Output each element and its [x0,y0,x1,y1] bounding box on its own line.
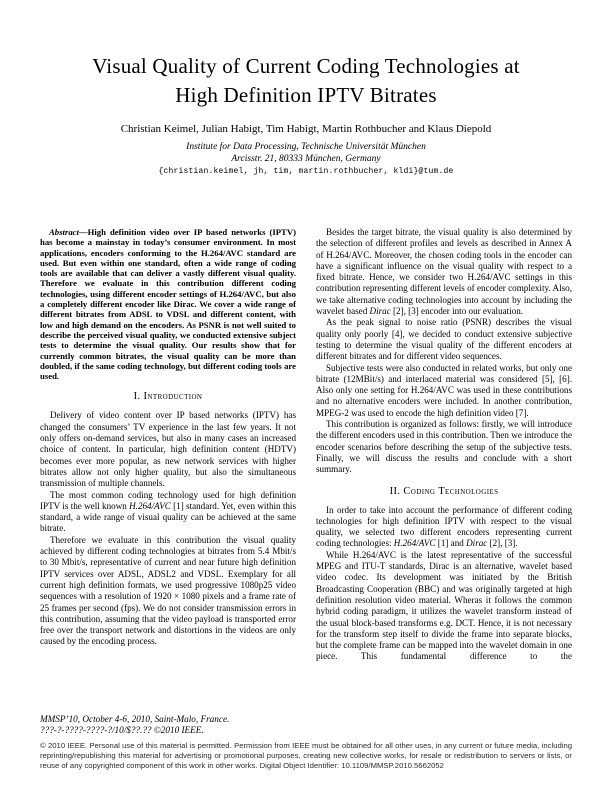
right-paragraph-2: As the peak signal to noise ratio (PSNR) describes the visual quality only poorly [4], we decided to conduct extensive subjective testing to determine the visual quality of the different encoders at different bitrates and for different video sequences. [316,317,572,362]
paragraph-text: Besides the target bitrate, the visual quality is also determined by the selection of different profiles and levels as described in Annex A of H.264/AVC. Moreover, the chosen coding tools in the encoder can have a significant influence on the visual quality with respect to a fixed bitrate. Hence, we consider two H.264/AVC settings in this contribution representing different levels of encoder complexity. Also, we take alternative coding technologies into account by including the wavelet based [316,227,572,317]
paragraph-text: In order to take into account the performance of different coding technologies for high definition IPTV with respect to the visual quality, we selected two different encoders representing current coding technologies: [316,504,572,549]
paper-title [40,52,572,110]
paragraph-text: [1] standard. Yet, even within this standard, a wide range of visual quality can be achieved at the same bitrate. [40,500,296,534]
paragraph-text: [1] and [435,538,467,549]
affiliation-line: Institute for Data Processing, Technische Universität München [186,142,426,152]
intro-paragraph-3: Therefore we evaluate in this contribution the visual quality achieved by different coding technologies at bitrates from 5.4 Mbit/s to 30 Mbit/s, representative of current and near future high definition IPTV services over ADSL, ADSL2 and VDSL. Exemplary for all current high definition formats, we used progressive 1080p25 video sequences with a resolution of 1920 × 1080 pixels and a frame rate of 25 frames per second (fps). We do not consider transmission errors in this contribution, assuming that the video payload is transported error free over the transport network and distortions in the videos are only caused by the encoding process. [40,534,296,647]
paragraph-text: [2], [3]. [487,538,518,549]
right-column [316,227,572,739]
intro-paragraph-1: Delivery of video content over IP based networks (IPTV) has changed the consumers’ TV experience in the last few years. It not only offers on-demand services, but also in many cases an increased choice of content. In particular, high definition content (HDTV) becomes ever more popular, as new network services with higher bitrates allow not only higher quality, but also the simultaneous transmission of multiple channels. [40,410,296,489]
right-paragraph-4: This contribution is organized as follows: firstly, we will introduce the different encoders used in this contribution. Then we introduce the encoder scenarios before describing the setup of the subjective tests. Finally, we will discuss the results and conclude with a short summary. [316,419,572,475]
conference-footnote [40,714,296,739]
right-paragraph-1 [316,227,572,317]
footnote-conference-line: MMSP’10, October 4-6, 2010, Saint-Malo, France. [40,713,230,724]
paragraph-text: [2], [3] encoder into our evaluation. [390,306,524,317]
address-line: Arcisstr. 21, 80333 München, Germany [231,154,381,164]
footnote-isbn-line: ???-?-????-????-?/10/$??.?? ©2010 IEEE. [40,725,204,736]
paper-header [40,52,572,176]
copyright-notice: © 2010 IEEE. Personal use of this material is permitted. Permission from IEEE must be obtained for all other uses, in any current or future media, including reprinting/republishing this material for advertising or promotional purposes, creating new collective works, for resale or redistribution to servers or lists, or reuse of any copyrighted component of this work in other works. Digital Object Identifier: 10.1109/MMSP.2010.5662052 [40,741,572,770]
email-line: {christian.keimel, jh, tim, martin.rothbucher, kldi}@tum.de [158,167,454,176]
emphasis-dirac: Dirac [466,538,488,549]
paper-title-line-2: High Definition IPTV Bitrates [175,83,437,107]
author-line: Christian Keimel, Julian Habigt, Tim Habigt, Martin Rothbucher and Klaus Diepold [120,123,492,135]
coding-paragraph-1 [316,505,572,550]
section-heading-introduction: I. Introduction [133,391,203,403]
body-columns [40,227,572,739]
abstract-label: Abstract [49,227,79,237]
emphasis-dirac: Dirac [369,306,391,317]
paper-title-line-1: Visual Quality of Current Coding Technologies at [92,54,520,78]
right-paragraph-3: Subjective tests were also conducted in related works, but only one bitrate (12MBit/s) and interlaced material was considered [5], [6]. Also only one setting for H.264/AVC was used in these contributions and no alternative encoders were included. In another contribution, MPEG-2 was used to encode the high definition video [7]. [316,362,572,418]
emphasis-h264avc: H.264/AVC [129,500,171,511]
coding-paragraph-2: While H.264/AVC is the latest representative of the successful MPEG and ITU-T standards, Dirac is an alternative, wavelet based video codec. Its development was initiated by the British Broadcasting Cooperation (BBC) and was originally targeted at high definition resolution video material. Wheras it follows the common hybrid coding paradigm, it utilizes the wavelet transform instead of the usual block-based transforms e.g. DCT. Hence, it is not necessary for the transform step itself to divide the frame into separate blocks, but the complete frame can be mapped into the wavelet domain in one piece. This fundamental difference to the [316,549,572,662]
paragraph-text: The most common coding technology used for high definition IPTV is the well known [40,489,296,511]
abstract-paragraph [40,227,296,381]
left-column [40,227,296,739]
section-heading-coding-technologies: II. Coding Technologies [389,485,499,497]
intro-paragraph-2 [40,490,296,535]
emphasis-h264avc: H.264/AVC [393,538,436,549]
abstract-text: —High definition video over IP based networks (IPTV) has become a mainstay in today’s consumer environment. In most applications, encoders conforming to the H.264/AVC standard are used. But even within one standard, often a wide range of coding tools are available that can deliver a vastly different visual quality. Therefore we evaluate in this contribution different coding technologies, using different encoder settings of H.264/AVC, but also a completely different encoder like Dirac. We cover a wide range of different bitrates from ADSL to VDSL and different content, with low and high demand on the encoders. As PSNR is not well suited to describe the perceived visual quality, we conducted extensive subject tests to determine the visual quality. Our results show that for currently common bitrates, the visual quality can be more than doubled, if the same coding technology, but different coding tools are used. [40,227,296,382]
